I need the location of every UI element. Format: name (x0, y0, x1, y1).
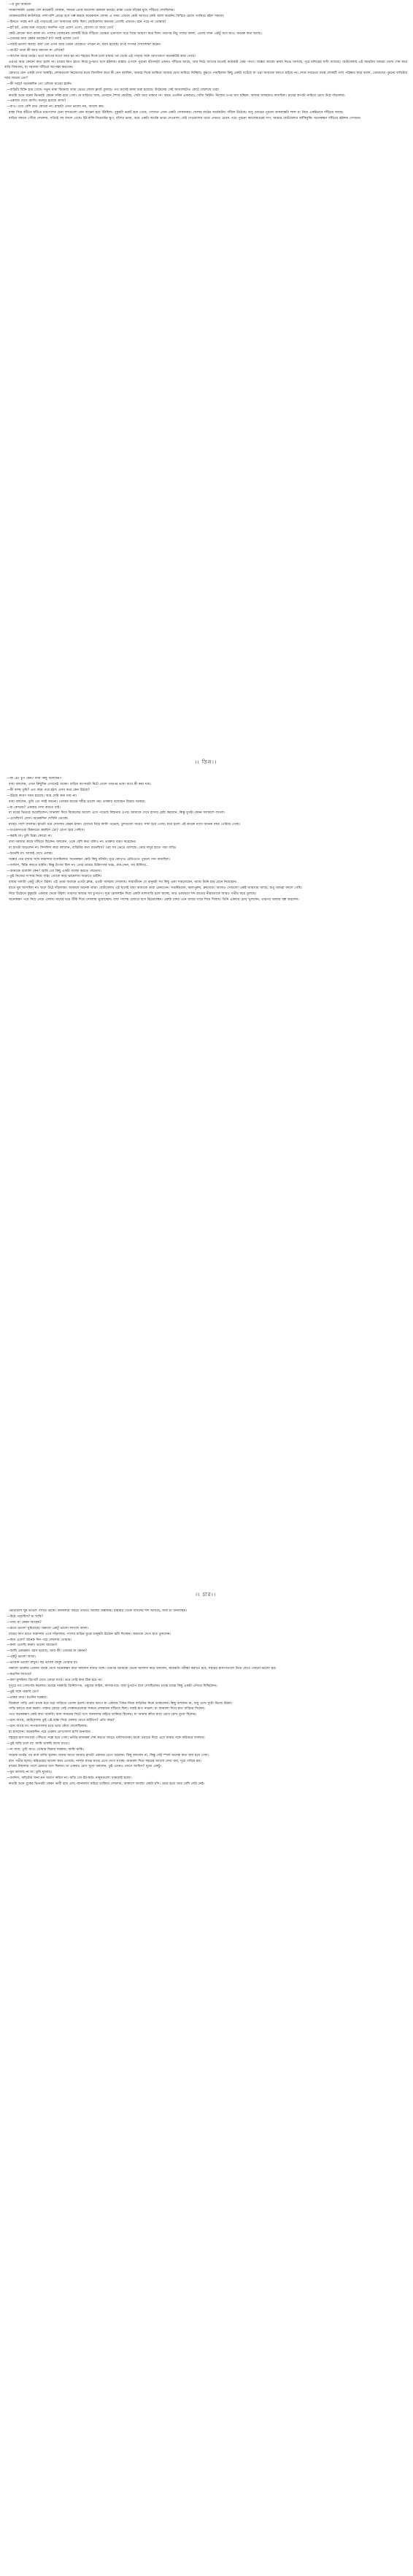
paragraph: —তা-ই? তারা কী আর আসেন না এদিকে? (7, 49, 65, 53)
paragraph: —তোমার বাবা কেমন আছেন? মা? সবাই ভালো তো? (7, 37, 80, 42)
paragraph: বাবা বললেন, এখন কিছুদিন এখানেই থাকো। বাড়ির ব্যাপারটা মিটে গেলে তারপর ভাবা যাবে কী করা যায়। (9, 782, 152, 786)
paragraph: —বাড়িটা বিক্রি হয়ে গেছে। নতুন যারা কিনেছে তারা ভেঙে ফেলে ফ্ল্যাট তুলছে। গত মাসেই কাজ শুরু হয়েছে। উঠোনের সেই আমগাছটাও কেটে ফেলেছে ওরা। (7, 88, 220, 92)
paragraph: —আমাকে বলোনি কেন? আমি তো কিছু একটা ব্যবস্থা করতে পারতাম। (7, 869, 101, 873)
paragraph: —ই তুম আমনে! (9, 3, 31, 7)
paragraph: সকালে ডাক্তার এলেন। মাকে দেখে অনেকক্ষণ কথা বললেন বাবার সঙ্গে। তারপর আমাকে ডেকে আলাদা করে বললেন, কয়েকটা পরীক্ষা করাতে হবে, শহরের হাসপাতালে নিয়ে যেতে পারলে ভালো হয়। (9, 1667, 277, 1671)
paragraph: —আছি একরকম। বয়স হয়েছে, আর কী। তোমার মা কেমন? (7, 1649, 87, 1654)
paragraph: এরপর আর কোনো কথা হলো না। চায়ের কাপ হাতে নিয়ে চুপচাপ বসে রইলাম। রাস্তার ওপাশে পুরনো বটগাছটা এখনও দাঁড়িয়ে আছে, তার নিচে আগের মতোই কয়েকটা বেঞ্চ পাতা। সন্ধের আলো ক্রমশ নিভে আসছে, দূরে মন্দিরের ঘণ্টা বাজছে। ছোটবেলায় এই সময়টায় আমরা খেলা শেষ করে বাড়ি ফিরতাম, মা দরজায় দাঁড়িয়ে অপেক্ষা করতেন। (4, 61, 407, 69)
paragraph: —মা কোথায়? একবার দেখা করতে চাই। (7, 805, 61, 810)
paragraph: —তুই সঙ্গে থাকবি তো? (7, 1690, 39, 1694)
paragraph: —খাব। মা কেমন আছেন? (7, 1620, 42, 1625)
paragraph: রাত গভীর হলো। করিডরের আলো কমে এসেছে। নার্সরা মাঝে মাঝে এসে দেখে যাচ্ছে। জানালা দিয়ে শহরের আলো দেখা যায়, দূরে গাড়ির হর্ন। (9, 1759, 201, 1763)
paragraph: পথে অনেকক্ষণ কেউ কথা বলেনি। বাবা সামনের সিটে বসে জানালার বাইরে তাকিয়ে ছিলেন। মা আমার কাঁধে মাথা রেখে চোখ বুজে ছিলেন। (9, 1713, 197, 1717)
paragraph: —করছি মা। তুমি চিন্তা কোরো না। (7, 835, 53, 839)
paragraph: মায়ের বিছানার পাশে চেয়ারে বসে ছিলাম। মা একবার চোখ খুলে বললেন, তুই এখনও জেগে আছিস? ঘুমো একটু। (9, 1765, 162, 1769)
paragraph: —জানিস, বাড়িটার জন্য মন খারাপ করিস না। বাড়ি তো ইট-কাঠ। মানুষগুলো থাকলেই হলো। (7, 1776, 132, 1781)
paragraph: —তুই নিজের সংসার নিয়ে ব্যস্ত। তোকে আর ঝামেলায় জড়াতে চাইনি। (7, 875, 102, 879)
paragraph: —জানিস, বিক্রি করতে চাইনি। কিন্তু উপায় ছিল না। তোর মায়ের চিকিৎসার খরচ, ধার-দেনা, সব মিলিয়ে... (7, 863, 150, 867)
section-four-text (4, 1609, 407, 2576)
paragraph: বাবার গলাটা একটু কেঁপে উঠল। এই প্রথম বাবাকে এতটা ক্লান্ত, এতটা অসহায় দেখলাম। সারাজীবন যে মানুষটা সব কিছু একা সামলেছেন, আজ তিনি হার মেনে নিয়েছেন। (9, 881, 237, 885)
paragraph: বাবা বললেন, তুমি তো সবই জানো। তোমার মায়ের শরীর ভালো নয়। ডাক্তার বলেছেন বিশ্রাম দরকার। (9, 800, 146, 804)
paragraph: —সবাই ভালো আছে। বাবা তো এখন আর তেমন বেরোতে পারেন না, বয়স হয়েছে। মা-ই সংসার দেখাশোনা করেন। (7, 43, 161, 47)
paragraph: দোকানগুলির কাউন্টারে পাশাপাশি বেঞ্চে বসে গল্প করছে কয়েকজন লোক। এ সময় এখানে কেউ আসবে কেউ আশা করেনি। বিস্মিত চোখে তাকিয়ে রইল সকলে। (9, 14, 225, 18)
paragraph: কথাটা শুনে বুকের ভিতরটা কেমন ভারী হয়ে এল। জানালার বাইরে তাকিয়ে দেখলাম, আকাশে আবছা একটা চাঁদ। ভোর হতে আর বেশি দেরি নেই। (9, 1782, 205, 1787)
paragraph: —কবে এলে? অনেক দিন পরে দেখলাম তোমায়। (7, 1638, 72, 1642)
text-column (4, 3, 407, 2573)
paragraph: —ভগবান ভালো রাখুন। বড় ভালো মানুষ তোমার মা। (7, 1661, 78, 1665)
paragraph: বিকেলে গাড়ি এল। মাকে ধরে ধরে গাড়িতে তোলা হলো। যাবার আগে মা একবার পিছন ফিরে বাড়িটার দিকে তাকালেন। কিছু বললেন না, শুধু চোখ দুটো ভিজে উঠল। (9, 1701, 232, 1706)
paragraph: —এসেছিস? বোস। অনেকদিন দেখিনি তোকে। (7, 817, 69, 821)
paragraph: —মনে আছে, ছোটবেলায় তুই এই রাস্তা দিয়ে মেলায় যেতে চাইতিস? প্রতি বছর? (7, 1719, 115, 1723)
paragraph: অনেকক্ষণ পরে নিচে নেমে এলাম। মায়ের ঘরে উঁকি দিয়ে দেখলাম ঘুমোচ্ছেন। বাবা পাশের চেয়ারে বসে ঝিমোচ্ছেন। একটা চাদর এনে বাবার গায়ে দিয়ে দিলাম। তিনি একবার চোখ খুললেন, তারপর আবার বন্ধ করলেন। (9, 898, 299, 902)
paragraph: —শুনেছি মা। আজই দেখে এলাম। (7, 851, 53, 856)
paragraph: চায়ের কাপ হাতে বারান্দায় এসে দাঁড়ালাম। পাশের বাড়ির বুড়ো মানুষটা উঠোন ঝাঁট দিচ্ছেন। আমাকে দেখে হাত তুললেন। (9, 1632, 171, 1636)
paragraph: —হ্যাঁ হ্যাঁ, এবার মনে পড়েছে। কতদিন পরে এলে! এসো, বোসো। চা খাবে তো? (7, 26, 114, 30)
paragraph: বাবা দরজার কাছে দাঁড়িয়ে ছিলেন। বললেন, ওকে বেশি কথা বলিও না। ডাক্তার বারণ করেছেন। (9, 840, 136, 844)
paragraph: সামনাসামনি এরকম বেশ কয়েকটি দোকান, সামনে তোর আলোয় ঝলমল করছে। রাস্তা থেকে বাঁকের মুখে দাঁড়িয়ে দেখছিলাম। (9, 8, 175, 12)
paragraph: —আসেন মাঝে মাঝে। তবে আগের মতো আর হয় না। শহরের দিকে চলে যাবার পর থেকে এই পাড়ার সঙ্গে যোগাযোগ অনেকটাই কমে গেছে। (7, 55, 196, 59)
paragraph: কোথাও যেন একটা চাপা অস্বস্তি। লোকগুলো নিজেদের মধ্যে ফিসফিস করে কী যেন বলছিল, আমার দিকে তাকিয়ে আবার চোখ নামিয়ে নিচ্ছিল। বুঝতে পারছিলাম কিছু একটা ঘটেছে যা ওরা আমাকে বলতে চাইছে না। শেষে সবচেয়ে বয়স্ক লোকটি গলা পরিষ্কার করে বলল, তোমাদের পুরনো বাড়িটার খবর জানো তো? (4, 71, 407, 80)
paragraph: —রাতে ভালো ঘুমিয়েছে। সকালে একটু ভালো লাগছে বলল। (7, 1626, 88, 1630)
paragraph: নিচে উঠোনে কুকুরটা একবার ডেকে উঠল। তারপর আবার সব চুপচাপ। দূরে রেললাইন দিয়ে একটা মালগাড়ি চলে যাচ্ছে, তার একঘেয়ে শব্দ রাতের নীরবতাকে আরও গভীর করে তুলছে। (9, 892, 257, 897)
paragraph: —ঘুম আসছে না মা। তুমি ঘুমোও। (7, 1771, 53, 1775)
paragraph: —একটু ভালো আজ। (7, 1655, 36, 1660)
paragraph: রাতে ঘুম আসছিল না। ছাদে উঠে দাঁড়ালাম। আকাশে অনেক তারা। ছোটবেলায় এই ছাদেই বাবা আমাকে তারা চেনাতেন। সপ্তর্ষিমণ্ডল, কালপুরুষ, ধ্রুবতারা। আজও সেগুলো একই জায়গায় আছে, শুধু আমরা বদলে গেছি। (9, 886, 302, 891)
paragraph: —তুই বাড়ি চলে যা। আমি থাকছি আজ রাতে। (7, 1741, 69, 1746)
paragraph: —কতদিন লাগবে? (7, 1672, 32, 1676)
paragraph: বাড়ির সামনে পৌঁছে দেখলাম, সত্যিই সব বদলে গেছে। ইট-বালি-সিমেন্টের স্তূপ, বাঁশের ভারা, আর একটা অর্ধেক ভাঙা দেওয়াল। সেই দেওয়ালের গায়ে এখনও চোখে পড়ে পুরনো ক্যালেন্ডারের দাগ, আমার ছোটবেলার আঁকিবুকি। অনেকক্ষণ দাঁড়িয়ে রইলাম সেখানে। (9, 117, 361, 121)
paragraph: —বলা মুশকিল। রিপোর্ট দেখে বোঝা যাবে। তবে দেরি করা ঠিক হবে না। (7, 1678, 103, 1682)
paragraph: গাড়ি চলতে শুরু করল। পাড়ার মোড়ে সেই দোকানগুলোর সামনে লোকজন দাঁড়িয়ে ছিল। সবাই হাত নাড়ল। মা জানালা দিয়ে হাত বাড়িয়ে দিলেন। (9, 1707, 205, 1711)
section-heading-four: ।। চার।। (195, 1592, 217, 1598)
paragraph: অনেক তর্কের পর বাবা রাজি হলেন। যাবার আগে আমার হাতটা একবার চেপে ধরলেন। কিছু বললেন না, কিন্তু সেই স্পর্শে অনেক কথা বলা হয়ে গেল। (9, 1753, 209, 1757)
paragraph: —কী খবর? অনেকদিন তো ওদিকে যাওয়া হয়নি। (7, 82, 72, 86)
paragraph: দুপুরে সব গোছগাছ করলাম। মায়ের দরকারি জিনিসপত্র, ওষুধের ফাইল, কাগজপত্র। বাবা চুপচাপ বসে দেখছিলেন। মাঝে মাঝে কিছু একটা এগিয়ে দিচ্ছিলেন। (9, 1684, 217, 1688)
section-two-text (4, 3, 407, 748)
paragraph: —কী বলছ তুমি? এত বছর পরে হঠাৎ এসব কথা কেন উঠছে? (7, 788, 90, 792)
paragraph: —থাকব বাবা। যতদিন দরকার। (7, 1695, 47, 1700)
paragraph: শহরের হাসপাতালে পৌঁছতে সন্ধে হয়ে গেল। ভর্তির কাজকর্ম শেষ করতে আরও ঘণ্টাখানেক। মাকে ওয়ার্ডে দিয়ে এসে বাবার সঙ্গে করিডরে বসলাম। (9, 1736, 205, 1740)
paragraph: ভোরবেলা ঘুম ভাঙল পাখির ডাকে। জানালার বাইরে তখনও আবছা অন্ধকার। রান্নাঘর থেকে বাসনের শব্দ আসছে, বাবা চা বানাচ্ছেন। (9, 1609, 187, 1613)
section-three-text (4, 777, 407, 1580)
paragraph: —না বাবা, তুমি যাও। তোমার বিশ্রাম দরকার। আমি থাকি। (7, 1747, 84, 1752)
paragraph: —একবার দেখে আসি। কতদূর হয়েছে কাজ? (7, 99, 66, 104)
paragraph: —যাও। তবে বেশি রাত কোরো না। রাস্তাটা এখন ভালো নয়, আলো কম। (7, 105, 104, 110)
paragraph: সন্ধের পরে বাবার সঙ্গে বারান্দায় বসেছিলাম। অনেকক্ষণ কেউ কিছু বলিনি। দূরে কোথাও রেডিওতে পুরনো গান বাজছিল। (9, 857, 170, 862)
paragraph: —উঠে পড়েছিস? চা খাবি? (7, 1614, 44, 1619)
paragraph: —খাওয়াদাওয়া ঠিকমতো করছিস তো? রোগা হয়ে গেছিস। (7, 829, 85, 833)
paragraph: —উঠছে কারণ সময় হয়েছে। আর দেরি করা যায় না। (7, 794, 77, 798)
paragraph: —কাল এসেছি কাকা। ভালো আছেন? (7, 1644, 58, 1648)
paragraph: মায়ের পাশে বসলাম। হাতটা ধরে দেখলাম কেমন ঠান্ডা। চোখের নিচে কালি পড়েছে, চুলগুলো আরও সাদা হয়ে গেছে। মনে হলো এই কয়েক মাসে অনেক বছর পেরিয়ে গেছে। (9, 823, 240, 827)
paragraph: রাস্তা দিয়ে হাঁটতে হাঁটতে চারপাশের চেনা দৃশ্যগুলো যেন অচেনা হয়ে উঠছিল। পুকুরটা ভরাট হয়ে গেছে, সেখানে এখন একটা দোকানঘর। খেলার মাঠের অর্ধেকটায় পাঁচিল উঠেছে। শুধু মোড়ের পুরনো ডাকবাক্সটা লাল রং নিয়ে একইভাবে দাঁড়িয়ে আছে। (9, 111, 344, 115)
paragraph: মা ঘরের ভিতরে শুয়েছিলেন। জানালা দিয়ে বিকেলের আলো এসে পড়েছে বিছানার ওপর। আমাকে দেখে হাসার চেষ্টা করলেন, কিন্তু মুখটা কেমন ফ্যাকাশে লাগল। (9, 811, 225, 816)
paragraph: কথাটা শুনে মনের ভিতরটা কেমন ফাঁকা হয়ে গেল। যে বাড়িতে জন্ম, যেখানে শৈশব কেটেছে, সেটা আর থাকবে না। অথচ এতদিন একবারও খোঁজ নিইনি। নিজের ওপর রাগ হচ্ছিল, আবার অসহায়ও লাগছিল। চায়ের কাপটা নামিয়ে রেখে উঠে দাঁড়ালাম। (9, 93, 345, 98)
paragraph: —চিনতে পারছ না? এই পাড়াতেই তো আমাদের বাড়ি ছিল। ছোটবেলায় কতবার এসেছি এখানে। মনে পড়ে না তোমার? (7, 20, 166, 24)
paragraph: কেউ কোনো কথা বলল না। পাশের দোকানের লোকটি উঠে দাঁড়িয়ে বেঞ্চের একপাশে সরে গিয়ে জায়গা করে দিল। তারপর নিচু গলায় বলল, এসেছ যখন একটু বসে যাও। অনেক কথা আছে। (9, 31, 262, 36)
paragraph: মা হাসলেন। অনেকদিন পরে এরকম প্রাণখোলা হাসি শুনলাম। (9, 1730, 91, 1735)
paragraph: মা হাতটা ছাড়লেন না। ফিসফিস করে বললেন, বাড়িটার কথা শুনেছিস? ওরা সব ভেঙে ফেলছে। তোর দাদুর হাতে গড়া বাড়ি। (9, 846, 177, 850)
section-heading-three: ।। তিন।। (194, 759, 217, 765)
paragraph: —কী রে? চুপ কেন? বাবা কিছু বলেছেন? (7, 777, 62, 781)
paragraph: —মনে আছে মা। নাগরদোলায় চড়ে ভয়ে কেঁদে ফেলেছিলাম। (7, 1725, 88, 1729)
